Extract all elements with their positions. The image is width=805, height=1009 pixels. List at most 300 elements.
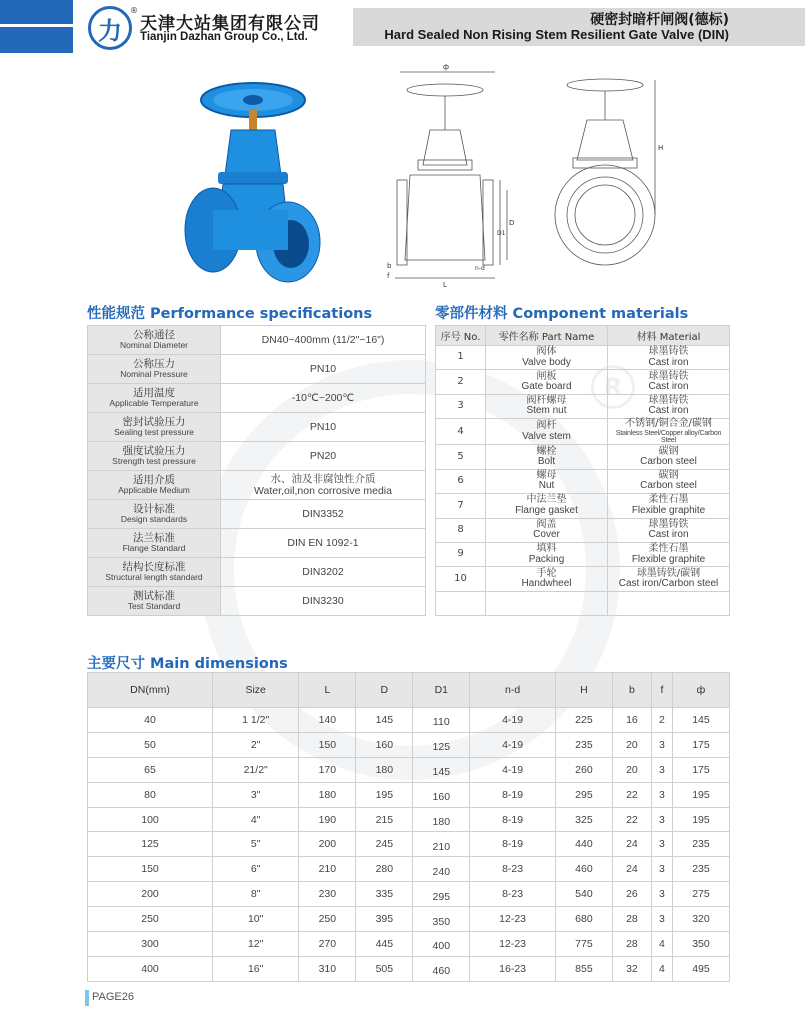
performance-value: DIN3352 — [302, 507, 344, 520]
component-row — [436, 518, 730, 542]
dimensions-table — [87, 672, 730, 982]
valve-photo — [183, 80, 323, 285]
component-part-cell — [486, 542, 608, 566]
dimensions-cell: 505 — [356, 956, 413, 981]
component-material-cn: 球墨铸铁 — [648, 370, 689, 382]
header-no: 序号 No. — [436, 326, 486, 346]
dimensions-cell: 3 — [651, 857, 672, 882]
dimensions-cell: 225 — [555, 708, 612, 733]
dimensions-cell: 445 — [356, 932, 413, 957]
performance-label-cell — [88, 442, 221, 471]
dimensions-cell: 180 — [413, 807, 470, 832]
dimensions-cell: 125 — [88, 832, 213, 857]
components-header-row — [436, 326, 730, 346]
component-row — [436, 394, 730, 418]
dimensions-cell: 4-19 — [470, 757, 556, 782]
performance-row — [88, 500, 426, 529]
component-part-cell — [486, 370, 608, 394]
dimensions-cell: 4 — [651, 932, 672, 957]
dimensions-cell: 16-23 — [470, 956, 556, 981]
product-title-cn: 硬密封暗杆闸阀(德标) — [590, 12, 729, 28]
dimensions-cell: 2 — [651, 708, 672, 733]
dimensions-row — [88, 832, 730, 857]
dimensions-cell: 200 — [299, 832, 356, 857]
dimensions-cell: 460 — [413, 956, 470, 981]
dimensions-cell: 250 — [88, 907, 213, 932]
performance-label-cell — [88, 558, 221, 587]
dimensions-cell: 3 — [651, 732, 672, 757]
performance-value: DIN EN 1092-1 — [287, 536, 359, 549]
performance-row — [88, 558, 426, 587]
dimensions-row — [88, 882, 730, 907]
component-no: 1 — [436, 346, 486, 370]
component-part-cn: 螺栓 — [536, 445, 557, 457]
dimensions-cell: 4-19 — [470, 708, 556, 733]
component-part-cell — [486, 394, 608, 418]
dimensions-cell: 280 — [356, 857, 413, 882]
component-part-en: Valve body — [522, 356, 571, 368]
dimensions-header-cell: ф — [672, 673, 729, 708]
dimensions-cell: 260 — [555, 757, 612, 782]
performance-label-cell — [88, 471, 221, 500]
component-part-cell — [486, 419, 608, 445]
dimensions-cell: 295 — [555, 782, 612, 807]
performance-value-cell — [221, 529, 426, 558]
dimensions-cell: 175 — [672, 732, 729, 757]
performance-label-en: Strength test pressure — [112, 456, 196, 467]
performance-row — [88, 529, 426, 558]
company-name-en: Tianjin Dazhan Group Co., Ltd. — [140, 31, 308, 43]
dimensions-cell: 200 — [88, 882, 213, 907]
dimensions-cell: 235 — [672, 832, 729, 857]
dimensions-cell: 3 — [651, 907, 672, 932]
component-part-cell — [486, 469, 608, 493]
dimensions-cell: 4" — [213, 807, 299, 832]
dimensions-cell: 16" — [213, 956, 299, 981]
component-material-en: Flexible graphite — [631, 553, 706, 565]
dimensions-header-cell: D1 — [413, 673, 470, 708]
dim-label-f: f — [387, 272, 390, 280]
component-material-cell — [608, 445, 730, 469]
dimensions-cell: 140 — [299, 708, 356, 733]
dimensions-cell: 160 — [413, 782, 470, 807]
dimensions-cell: 100 — [88, 807, 213, 832]
dimensions-header-cell: f — [651, 673, 672, 708]
dimensions-cell: 460 — [555, 857, 612, 882]
dimensions-cell: 3" — [213, 782, 299, 807]
dimensions-cell: 3 — [651, 882, 672, 907]
component-no: 4 — [436, 419, 486, 445]
component-part-cn: 螺母 — [536, 469, 557, 481]
dimensions-cell: 180 — [299, 782, 356, 807]
performance-value-cell — [221, 558, 426, 587]
component-material-cell — [608, 567, 730, 591]
performance-label-cell — [88, 384, 221, 413]
dimensions-cell: 3 — [651, 832, 672, 857]
component-material-cell — [608, 494, 730, 518]
component-material-en: Cast iron — [648, 356, 689, 368]
performance-row — [88, 442, 426, 471]
component-material-cell — [608, 370, 730, 394]
dimensions-cell: 175 — [672, 757, 729, 782]
registered-mark: ® — [130, 6, 138, 15]
component-no: 7 — [436, 494, 486, 518]
component-material-en: Carbon steel — [640, 480, 697, 492]
component-material-cn: 球墨铸铁/碳钢 — [636, 567, 701, 579]
company-name-cn: 天津大站集团有限公司 — [140, 14, 320, 34]
component-material-cell — [608, 469, 730, 493]
performance-row — [88, 355, 426, 384]
dimensions-cell: 320 — [672, 907, 729, 932]
dimensions-cell: 240 — [413, 857, 470, 882]
dimensions-header-cell: Size — [213, 673, 299, 708]
dimensions-cell: 195 — [672, 807, 729, 832]
performance-label-cn: 适用温度 — [133, 387, 175, 400]
component-material-en: Cast iron — [648, 381, 689, 393]
performance-row — [88, 471, 426, 500]
dimensions-cell: 2" — [213, 732, 299, 757]
component-part-cn: 闸板 — [536, 370, 557, 382]
component-material-cell — [608, 419, 730, 445]
component-part-cn: 阀盖 — [536, 518, 557, 530]
dim-label-b: b — [387, 262, 392, 270]
component-no: 10 — [436, 567, 486, 591]
component-material-cn: 柔性石墨 — [648, 543, 689, 555]
dimensions-row — [88, 782, 730, 807]
dimensions-cell: 150 — [299, 732, 356, 757]
component-part-en: Nut — [538, 480, 555, 492]
component-part-en: Bolt — [537, 456, 556, 468]
dimensions-cell: 8-19 — [470, 807, 556, 832]
dimensions-cell: 160 — [356, 732, 413, 757]
dimensions-cell: 195 — [356, 782, 413, 807]
dimensions-cell: 350 — [672, 932, 729, 957]
performance-value: DIN3230 — [302, 594, 344, 607]
performance-value: DN40~400mm (11/2"~16") — [261, 333, 385, 346]
performance-row — [88, 326, 426, 355]
dimensions-row — [88, 956, 730, 981]
product-title-bar — [353, 8, 805, 46]
component-part-en: Valve stem — [522, 430, 571, 442]
dimensions-cell: 350 — [413, 907, 470, 932]
performance-value-cell — [221, 587, 426, 616]
performance-row — [88, 384, 426, 413]
dimensions-cell: 8-23 — [470, 882, 556, 907]
dimensions-cell: 325 — [555, 807, 612, 832]
performance-label-cn: 结构长度标准 — [122, 561, 186, 574]
dimensions-header-cell: H — [555, 673, 612, 708]
component-part-cn: 阀杆 — [536, 420, 557, 432]
dimensions-section-title: 主要尺寸 Main dimensions — [87, 656, 288, 672]
dimensions-cell: 250 — [299, 907, 356, 932]
component-material-cn: 不锈钢/铜合金/碳钢 — [625, 418, 712, 430]
component-part-cell — [486, 518, 608, 542]
dimensions-header-cell: DN(mm) — [88, 673, 213, 708]
component-row — [436, 567, 730, 591]
dimensions-row — [88, 757, 730, 782]
performance-label-en: Applicable Medium — [118, 485, 190, 496]
dimensions-cell: 3 — [651, 757, 672, 782]
page-number: PAGE26 — [92, 991, 134, 1003]
dimensions-row — [88, 708, 730, 733]
component-part-en: Gate board — [521, 381, 572, 393]
dimensions-cell: 8-23 — [470, 857, 556, 882]
performance-label-cn: 测试标准 — [133, 590, 175, 603]
performance-label-cell — [88, 355, 221, 384]
performance-value: -10℃~200℃ — [291, 391, 355, 404]
dimensions-cell: 12-23 — [470, 932, 556, 957]
performance-value-cell — [221, 355, 426, 384]
component-empty-cell — [608, 591, 730, 615]
performance-value-cell — [221, 413, 426, 442]
component-part-cn: 手轮 — [536, 567, 557, 579]
dimensions-cell: 20 — [612, 757, 651, 782]
dim-label-D1: D1 — [497, 230, 506, 237]
component-row — [436, 469, 730, 493]
performance-label-cell — [88, 413, 221, 442]
dimensions-cell: 26 — [612, 882, 651, 907]
dimensions-row — [88, 732, 730, 757]
dimensions-cell: 170 — [299, 757, 356, 782]
dimensions-cell: 22 — [612, 782, 651, 807]
dimensions-header-cell: L — [299, 673, 356, 708]
performance-label-cn: 适用介质 — [133, 474, 175, 487]
performance-value: PN10 — [309, 420, 337, 433]
dimensions-header-cell: b — [612, 673, 651, 708]
component-material-cn: 碳钢 — [658, 445, 679, 457]
component-material-cell — [608, 394, 730, 418]
corner-bar-top — [0, 0, 73, 24]
component-material-cn: 球墨铸铁 — [648, 394, 689, 406]
performance-label-en: Structural length standard — [105, 572, 203, 583]
component-row — [436, 370, 730, 394]
dimensions-cell: 400 — [88, 956, 213, 981]
component-material-cell — [608, 542, 730, 566]
performance-label-en: Nominal Pressure — [120, 369, 188, 380]
dimensions-cell: 775 — [555, 932, 612, 957]
component-no: 5 — [436, 445, 486, 469]
dimensions-cell: 4-19 — [470, 732, 556, 757]
dimensions-cell: 50 — [88, 732, 213, 757]
performance-label-cell — [88, 529, 221, 558]
component-material-cell — [608, 518, 730, 542]
performance-label-en: Applicable Temperature — [109, 398, 199, 409]
performance-label-cn: 强度试验压力 — [122, 445, 186, 458]
component-material-en: Cast iron — [648, 405, 689, 417]
component-empty-cell — [436, 591, 486, 615]
component-row — [436, 419, 730, 445]
performance-label-en: Design standards — [120, 514, 188, 525]
performance-value-cell — [221, 500, 426, 529]
performance-value-en: Water,oil,non corrosive media — [254, 485, 392, 497]
component-material-en: Carbon steel — [640, 456, 697, 468]
dimensions-cell: 245 — [356, 832, 413, 857]
component-part-en: Stem nut — [526, 405, 567, 417]
component-row-empty — [436, 591, 730, 615]
dimensions-cell: 195 — [672, 782, 729, 807]
dimensions-cell: 270 — [299, 932, 356, 957]
dimensions-cell: 310 — [299, 956, 356, 981]
dimensions-cell: 24 — [612, 857, 651, 882]
dimensions-cell: 3 — [651, 782, 672, 807]
performance-label-en: Flange Standard — [122, 543, 186, 554]
dimensions-cell: 65 — [88, 757, 213, 782]
dimensions-row — [88, 932, 730, 957]
component-material-cn: 碳钢 — [658, 469, 679, 481]
component-no: 6 — [436, 469, 486, 493]
dimensions-cell: 190 — [299, 807, 356, 832]
dimensions-cell: 395 — [356, 907, 413, 932]
component-part-en: Cover — [533, 529, 560, 541]
dim-label-nd: n-d — [475, 265, 485, 272]
performance-label-cell — [88, 326, 221, 355]
component-material-en: Stainless Steel/Copper alloy/Carbon Steel — [615, 429, 722, 445]
dimensions-cell: 22 — [612, 807, 651, 832]
component-material-cn: 球墨铸铁 — [648, 346, 689, 358]
dimensions-cell: 28 — [612, 907, 651, 932]
performance-value-cell — [221, 384, 426, 413]
component-part-cell — [486, 346, 608, 370]
performance-label-cn: 设计标准 — [133, 503, 175, 516]
dimensions-cell: 28 — [612, 932, 651, 957]
performance-value: DIN3202 — [302, 565, 344, 578]
performance-label-cn: 公称通径 — [133, 329, 175, 342]
dimensions-cell: 150 — [88, 857, 213, 882]
footer-accent-bar — [85, 990, 89, 1006]
dimensions-cell: 230 — [299, 882, 356, 907]
dimensions-cell: 295 — [413, 882, 470, 907]
dimensions-header-row — [88, 673, 730, 708]
side-section-drawing — [385, 60, 515, 290]
component-empty-cell — [486, 591, 608, 615]
dimensions-cell: 8-19 — [470, 832, 556, 857]
company-logo — [88, 6, 132, 50]
component-no: 9 — [436, 542, 486, 566]
header-corner-block — [0, 0, 73, 53]
performance-label-cell — [88, 587, 221, 616]
dimensions-header-cell: D — [356, 673, 413, 708]
performance-table — [87, 325, 426, 616]
component-no: 3 — [436, 394, 486, 418]
dimensions-row — [88, 907, 730, 932]
dimensions-cell: 32 — [612, 956, 651, 981]
dimensions-cell: 21/2" — [213, 757, 299, 782]
dimensions-cell: 680 — [555, 907, 612, 932]
logo-char: 力 — [98, 16, 122, 45]
performance-row — [88, 587, 426, 616]
performance-value-cell — [221, 471, 426, 500]
component-row — [436, 445, 730, 469]
dim-label-L: L — [443, 281, 447, 289]
corner-bar-bottom — [0, 27, 73, 53]
dimensions-cell: 16 — [612, 708, 651, 733]
dimensions-cell: 12" — [213, 932, 299, 957]
dimensions-cell: 210 — [413, 832, 470, 857]
dimensions-cell: 24 — [612, 832, 651, 857]
performance-value: PN10 — [309, 362, 337, 375]
dimensions-cell: 145 — [356, 708, 413, 733]
dimensions-cell: 8-19 — [470, 782, 556, 807]
header-material: 材料 Material — [608, 326, 730, 346]
component-part-cn: 阀杆螺母 — [526, 394, 567, 406]
dimensions-header-cell: n-d — [470, 673, 556, 708]
dimensions-cell: 235 — [555, 732, 612, 757]
product-title-en: Hard Sealed Non Rising Stem Resilient Gate Valve (DIN) — [384, 27, 729, 42]
component-material-en: Flexible graphite — [631, 504, 706, 516]
header-part: 零件名称 Part Name — [486, 326, 608, 346]
component-part-cn: 中法兰垫 — [526, 494, 567, 506]
component-row — [436, 542, 730, 566]
performance-row — [88, 413, 426, 442]
component-no: 8 — [436, 518, 486, 542]
performance-value-cell — [221, 326, 426, 355]
performance-label-cn: 公称压力 — [133, 358, 175, 371]
dim-label-phi: ф — [443, 63, 449, 71]
performance-value: 水、油及非腐蚀性介质 — [270, 472, 376, 485]
dim-label-H: H — [658, 144, 664, 152]
dimensions-cell: 235 — [672, 857, 729, 882]
dimensions-cell: 855 — [555, 956, 612, 981]
dimensions-cell: 6" — [213, 857, 299, 882]
dimensions-cell: 1 1/2" — [213, 708, 299, 733]
dimensions-row — [88, 807, 730, 832]
dimensions-cell: 440 — [555, 832, 612, 857]
components-table — [435, 325, 730, 616]
performance-value-cell — [221, 442, 426, 471]
registered-watermark: R — [591, 365, 635, 409]
dimensions-cell: 80 — [88, 782, 213, 807]
component-part-cn: 填料 — [536, 543, 557, 555]
dimensions-cell: 12-23 — [470, 907, 556, 932]
dimensions-cell: 335 — [356, 882, 413, 907]
dimensions-cell: 540 — [555, 882, 612, 907]
component-material-en: Cast iron/Carbon steel — [618, 578, 719, 589]
component-part-en: Packing — [528, 553, 565, 565]
component-material-cn: 球墨铸铁 — [648, 518, 689, 530]
dimensions-cell: 400 — [413, 932, 470, 957]
component-part-en: Handwheel — [521, 578, 572, 589]
component-no: 2 — [436, 370, 486, 394]
performance-value: PN20 — [309, 449, 337, 462]
dimensions-cell: 145 — [672, 708, 729, 733]
dimensions-cell: 5" — [213, 832, 299, 857]
performance-label-en: Test Standard — [127, 601, 181, 612]
component-part-cell — [486, 445, 608, 469]
component-material-en: Cast iron — [648, 529, 689, 541]
component-material-cell — [608, 346, 730, 370]
dimensions-row — [88, 857, 730, 882]
component-part-cn: 阀体 — [536, 346, 557, 358]
performance-label-en: Sealing test pressure — [114, 427, 194, 438]
dimensions-cell: 4 — [651, 956, 672, 981]
dimensions-cell: 3 — [651, 807, 672, 832]
component-material-cn: 柔性石墨 — [648, 494, 689, 506]
dimensions-cell: 110 — [413, 708, 470, 733]
dimensions-cell: 145 — [413, 757, 470, 782]
dimensions-cell: 10" — [213, 907, 299, 932]
dimensions-cell: 300 — [88, 932, 213, 957]
dimensions-cell: 20 — [612, 732, 651, 757]
performance-label-en: Nominal Diameter — [119, 340, 189, 351]
dimensions-cell: 180 — [356, 757, 413, 782]
dimensions-cell: 125 — [413, 732, 470, 757]
component-row — [436, 346, 730, 370]
performance-label-cell — [88, 500, 221, 529]
component-part-en: Flange gasket — [515, 504, 578, 516]
front-view-drawing — [545, 70, 675, 270]
performance-label-cn: 法兰标准 — [133, 532, 175, 545]
components-section-title: 零部件材料 Component materials — [435, 306, 689, 322]
